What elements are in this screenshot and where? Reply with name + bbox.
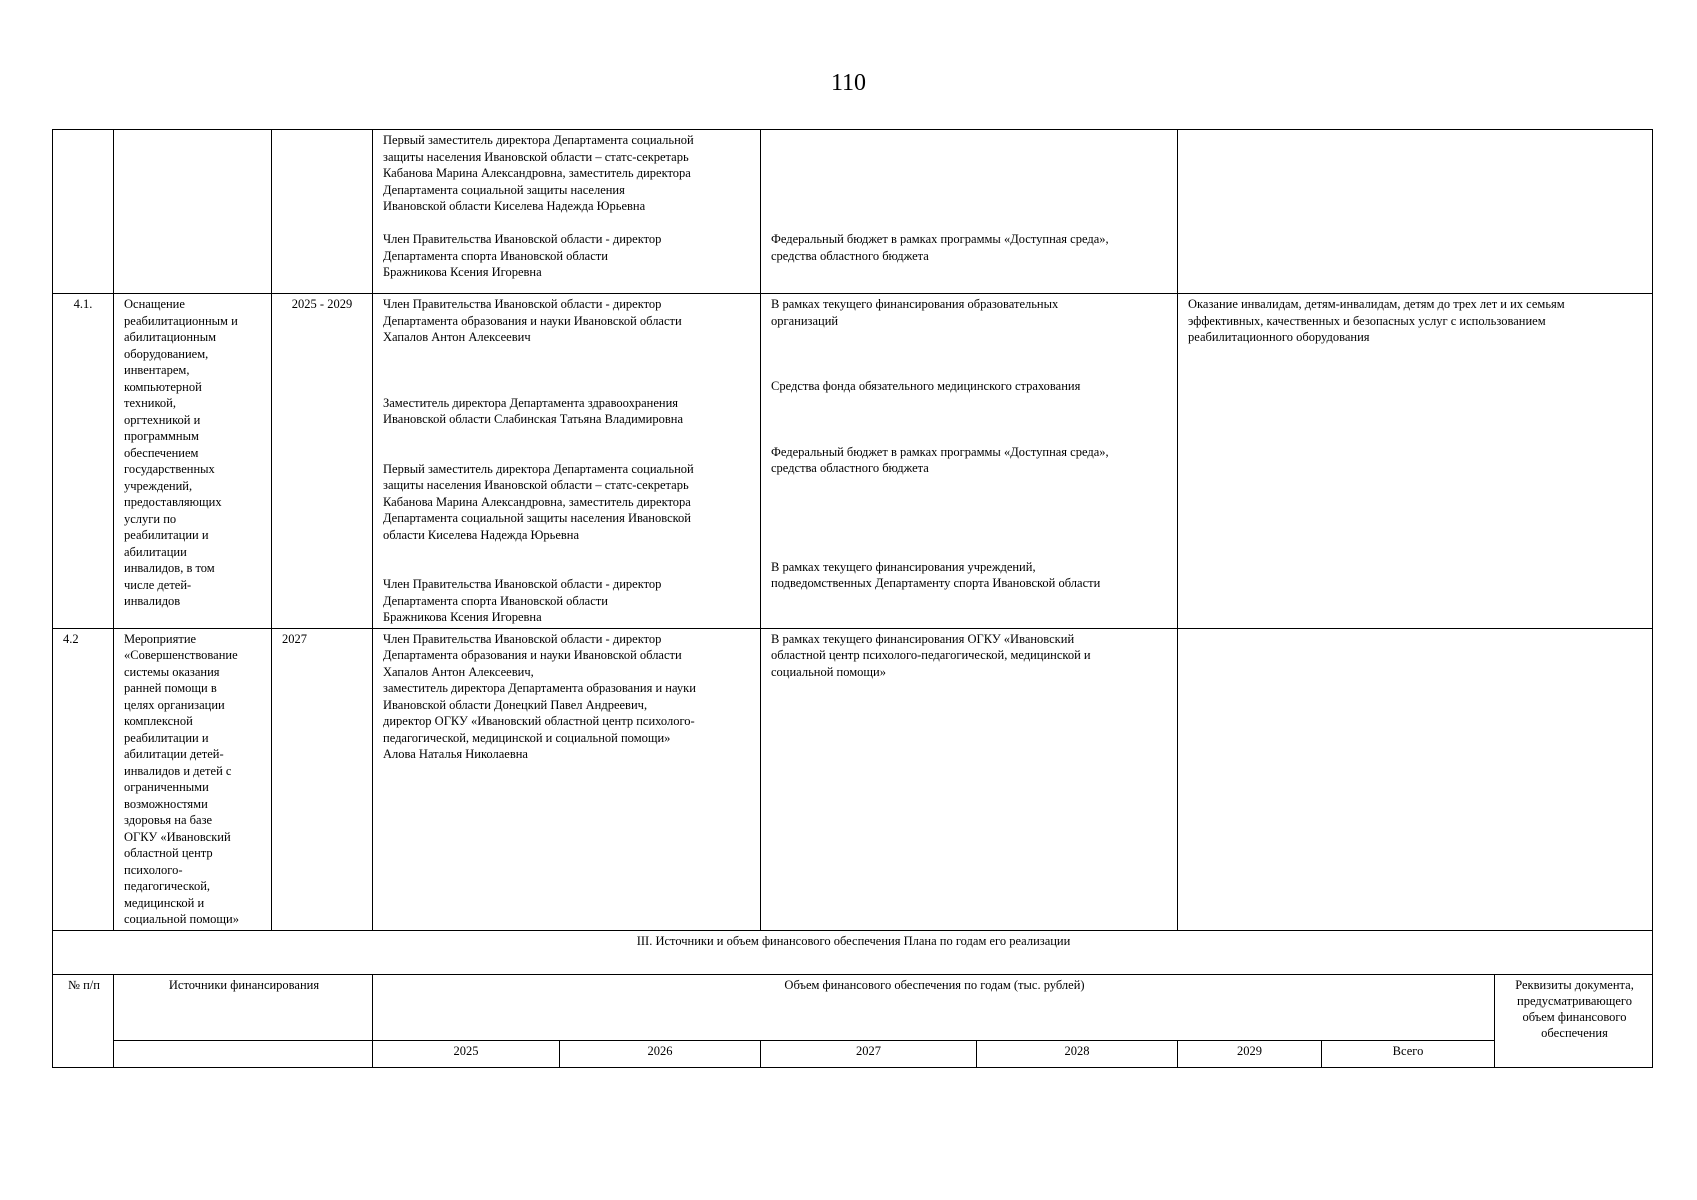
- year-header: 2028: [977, 1040, 1178, 1067]
- year-header: 2029: [1178, 1040, 1322, 1067]
- cell-executors: [373, 294, 761, 629]
- cell-num: [53, 130, 114, 294]
- executor-text: Член Правительства Ивановской области - директор Департамента спорта Ивановской области Бражникова Ксения Игоревна: [383, 577, 662, 624]
- executor-text: Член Правительства Ивановской области - директор Департамента образования и науки Ивановской области Хапалов Антон Алексеевич: [383, 297, 682, 344]
- cell-finance: [761, 130, 1178, 294]
- col-header-sources: Источники финансирования: [114, 974, 373, 1040]
- executor-text: Первый заместитель директора Департамента социальной защиты населения Ивановской области – статс-секретарь Кабанова Марина Александровна, заместитель директора Департамента социальной защиты населения Ивановской области Киселева Надежда Юрьевна: [383, 461, 694, 542]
- col-header-num: № п/п: [53, 974, 114, 1067]
- year-header: 2026: [560, 1040, 761, 1067]
- plan-table-container: [52, 129, 1653, 1068]
- year-header: 2025: [373, 1040, 560, 1067]
- executor-text: Заместитель директора Департамента здравоохранения Ивановской области Слабинская Татьяна Владимировна: [383, 395, 683, 426]
- executor-text: Член Правительства Ивановской области - директор Департамента спорта Ивановской области Бражникова Ксения Игоревна: [383, 232, 662, 279]
- cell-period: 2027: [272, 628, 373, 930]
- cell-executors: Член Правительства Ивановской области - директор Департамента образования и науки Ивановской области Хапалов Антон Алексеевич, заместитель директора Департамента образования и науки Ивановской области Донецкий Павел Андреевич, директор ОГКУ «Ивановский областной центр психолого- педагогической, медицинской и социальной помощи» Алова Наталья Николаевна: [373, 628, 761, 930]
- cell-name: Мероприятие «Совершенствование системы оказания ранней помощи в целях организации комплексной реабилитации и абилитации детей- инвалидов и детей с ограниченными возможностями здоровья на базе ОГКУ «Ивановский областной центр психолого- педагогической, медицинской и социальной помощи»: [114, 628, 272, 930]
- plan-table: [52, 129, 1653, 1068]
- finance-text: В рамках текущего финансирования образовательных организаций: [771, 297, 1059, 328]
- finance-years-row: [53, 1040, 1653, 1067]
- cell-name: [114, 130, 272, 294]
- table-row-4-1: [53, 294, 1653, 629]
- page-number: 110: [830, 70, 867, 96]
- finance-text: В рамках текущего финансирования учреждений, подведомственных Департаменту спорта Ивановской области: [771, 559, 1101, 590]
- cell-name: Оснащение реабилитационным и абилитационным оборудованием, инвентарем, компьютерной техникой, оргтехникой и программным обеспечением государственных учреждений, предоставляющих услуги по реабилитации и абилитации инвалидов, в том числе детей- инвалидов: [114, 294, 272, 629]
- cell-period: 2025 - 2029: [272, 294, 373, 629]
- cell-finance: [761, 294, 1178, 629]
- finance-text: Средства фонда обязательного медицинского страхования: [771, 379, 1081, 393]
- cell-sources-empty: [114, 1040, 373, 1067]
- cell-num: 4.1.: [53, 294, 114, 629]
- section-title-row: [53, 930, 1653, 974]
- section-title: III. Источники и объем финансового обеспечения Плана по годам его реализации: [53, 930, 1653, 974]
- total-header: Всего: [1322, 1040, 1495, 1067]
- table-row-continuation: [53, 130, 1653, 294]
- col-header-requisites: Реквизиты документа, предусматривающего объем финансового обеспечения: [1495, 974, 1653, 1067]
- cell-period: [272, 130, 373, 294]
- finance-text: Федеральный бюджет в рамках программы «Доступная среда», средства областного бюджета: [771, 444, 1109, 475]
- table-row-4-2: [53, 628, 1653, 930]
- cell-executors: [373, 130, 761, 294]
- finance-text: Федеральный бюджет в рамках программы «Доступная среда», средства областного бюджета: [771, 232, 1109, 263]
- cell-result: [1178, 130, 1653, 294]
- cell-result: Оказание инвалидам, детям-инвалидам, детям до трех лет и их семьям эффективных, качественных и безопасных услуг с использованием реабилитационного оборудования: [1178, 294, 1653, 629]
- cell-finance: В рамках текущего финансирования ОГКУ «Ивановский областной центр психолого-педагогической, медицинской и социальной помощи»: [761, 628, 1178, 930]
- finance-header-row: [53, 974, 1653, 1040]
- cell-num: 4.2: [53, 628, 114, 930]
- year-header: 2027: [761, 1040, 977, 1067]
- cell-result: [1178, 628, 1653, 930]
- executor-text: Первый заместитель директора Департамента социальной защиты населения Ивановской области – статс-секретарь Кабанова Марина Александровна, заместитель директора Департамента социальной защиты населения Ивановской области Киселева Надежда Юрьевна: [383, 133, 694, 213]
- col-header-volume: Объем финансового обеспечения по годам (тыс. рублей): [373, 974, 1495, 1040]
